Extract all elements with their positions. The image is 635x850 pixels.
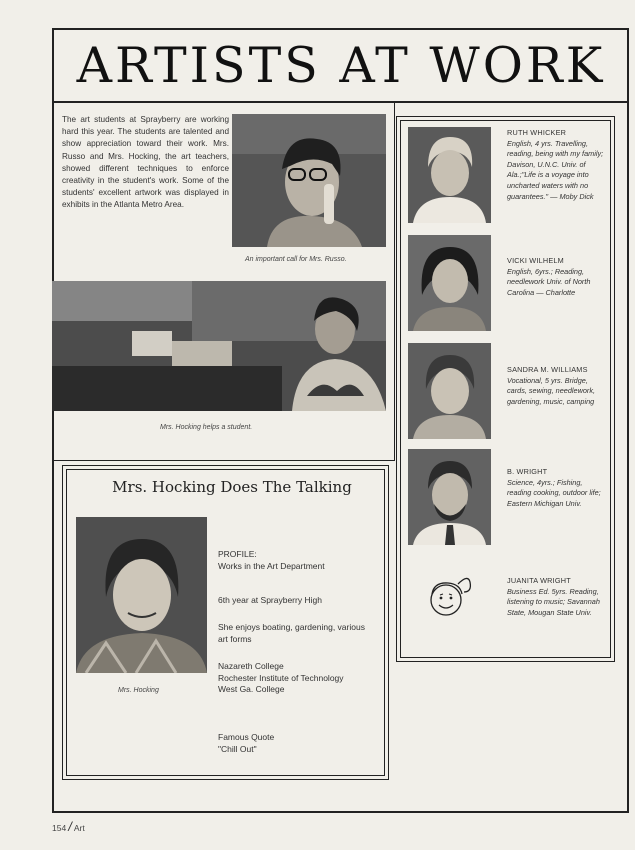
hocking-helps-image — [52, 281, 386, 411]
russo-caption: An important call for Mrs. Russo. — [245, 256, 347, 263]
profile-label: PROFILE: — [218, 549, 257, 559]
faculty-info: Vocational, 5 yrs. Bridge, cards, sewing, needlework, gardening, music, camping — [507, 375, 596, 406]
whicker-portrait-image — [408, 127, 491, 223]
faculty-info: English, 6yrs.; Reading, needlework Univ. of North Carolina — Charlotte — [507, 266, 591, 297]
hocking-helps-caption: Mrs. Hocking helps a student. — [160, 424, 253, 431]
b-wright-portrait-image — [408, 449, 491, 545]
title-divider — [52, 101, 629, 103]
page-title: ARTISTS AT WORK — [76, 37, 606, 94]
hocking-box-title: Mrs. Hocking Does The Talking — [112, 478, 352, 496]
faculty-juanita-wright — [507, 576, 607, 618]
russo-photo — [232, 114, 386, 247]
hocking-helps-photo — [52, 281, 386, 411]
footer-slash: / — [68, 819, 72, 834]
intro-paragraph: The art students at Sprayberry are working hard this year. The students are talented and show appreciation toward their work. Mrs. Russo and Mrs. Hocking, the art teachers, showed different techniques to enforce creativity in the student's work. Some of the students' excellent artwork was displayed in exhibits in the Atlanta Metro Area. — [62, 115, 229, 210]
school-1: Nazareth College — [218, 661, 284, 671]
russo-photo-image — [232, 114, 386, 247]
profile-education — [218, 661, 368, 696]
faculty-info: Business Ed. 5yrs. Reading, listening to music; Savannah State, Mougan State Univ. — [507, 586, 600, 617]
hocking-portrait-image — [76, 517, 207, 673]
faculty-info: Science, 4yrs.; Fishing, reading cooking, outdoor life; Eastern Michigan Univ. — [507, 477, 601, 508]
faculty-info: English, 4 yrs. Travelling, reading, being with my family; Davison, U.N.C. Univ. of Ala.;"Life is a voyage into uncharted waters with no guarantees." — Moby Dick — [507, 138, 604, 201]
williams-portrait-image — [408, 343, 491, 439]
quote-label: Famous Quote — [218, 732, 275, 742]
whicker-portrait — [408, 127, 491, 223]
hocking-portrait-caption: Mrs. Hocking — [118, 687, 159, 694]
school-3: West Ga. College — [218, 684, 285, 694]
wilhelm-portrait — [408, 235, 491, 331]
faculty-name: B. WRIGHT — [507, 467, 548, 476]
wilhelm-portrait-image — [408, 235, 491, 331]
faculty-williams — [507, 365, 607, 407]
faculty-name: SANDRA M. WILLIAMS — [507, 365, 588, 374]
williams-portrait — [408, 343, 491, 439]
section-divider-horizontal — [52, 460, 394, 461]
hocking-portrait — [76, 517, 207, 673]
faculty-name: JUANITA WRIGHT — [507, 576, 571, 585]
profile-department: Works in the Art Department — [218, 560, 325, 571]
school-2: Rochester Institute of Technology — [218, 672, 344, 683]
section-name: Art — [73, 823, 85, 833]
profile-hobbies: She enjoys boating, gardening, various art forms — [218, 622, 365, 644]
faculty-whicker — [507, 128, 607, 202]
hocking-profile — [218, 549, 368, 572]
page-footer — [52, 819, 85, 834]
faculty-name: RUTH WHICKER — [507, 128, 567, 137]
juanita-sketch — [420, 566, 480, 626]
faculty-wilhelm — [507, 256, 607, 298]
b-wright-portrait — [408, 449, 491, 545]
faculty-b-wright — [507, 467, 607, 509]
faculty-name: VICKI WILHELM — [507, 256, 564, 265]
profile-years: 6th year at Sprayberry High — [218, 595, 322, 605]
section-divider-vertical — [394, 101, 395, 461]
page-number: 154 — [52, 823, 67, 833]
juanita-sketch-image — [420, 566, 480, 626]
profile-quote — [218, 732, 368, 755]
quote-text: "Chill Out" — [218, 743, 257, 754]
